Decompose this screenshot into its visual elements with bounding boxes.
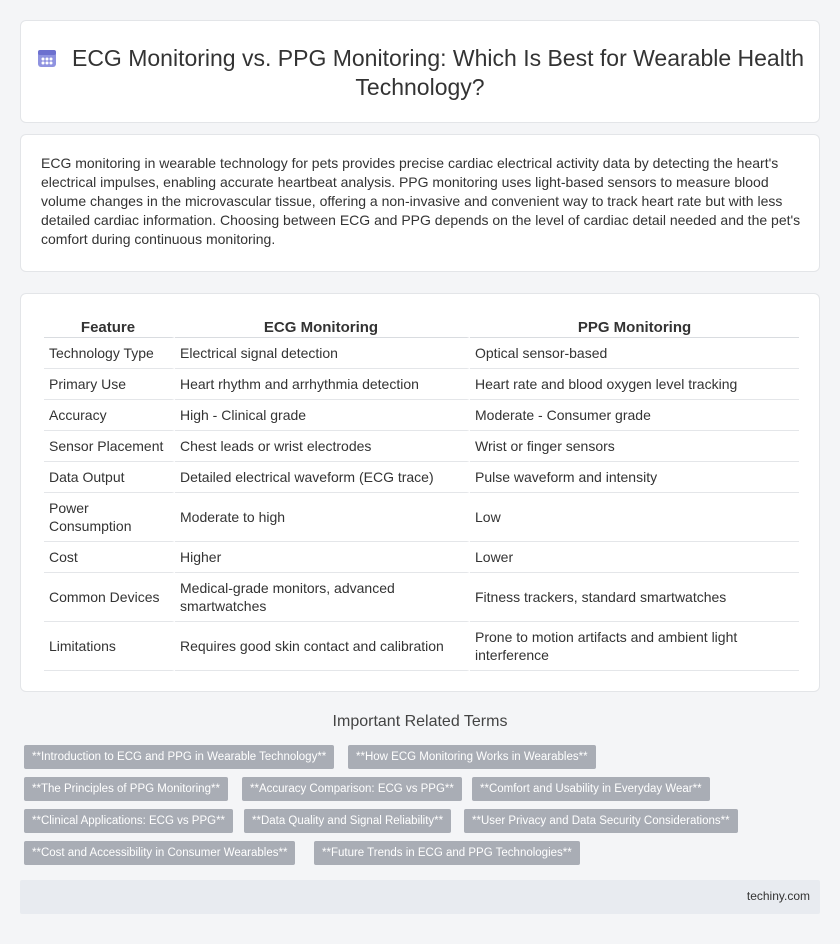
related-term-tag[interactable]: **User Privacy and Data Security Considerations** <box>464 809 738 833</box>
table-row <box>44 338 799 369</box>
ppg-cell: Wrist or finger sensors <box>470 431 799 462</box>
ecg-cell: Chest leads or wrist electrodes <box>175 431 470 462</box>
feature-cell: Common Devices <box>44 573 175 622</box>
feature-cell: Data Output <box>44 462 175 493</box>
feature-cell: Cost <box>44 542 175 573</box>
ecg-cell: Medical-grade monitors, advanced smartwatches <box>175 573 470 622</box>
ecg-cell: Detailed electrical waveform (ECG trace) <box>175 462 470 493</box>
ecg-cell: Requires good skin contact and calibration <box>175 622 470 671</box>
page-title-block <box>21 44 819 102</box>
header-feature: Feature <box>44 316 175 338</box>
ppg-cell: Moderate - Consumer grade <box>470 400 799 431</box>
page-title: ECG Monitoring vs. PPG Monitoring: Which Is Best for Wearable Health Technology? <box>71 45 805 100</box>
ppg-cell: Lower <box>470 542 799 573</box>
related-term-tag[interactable]: **Cost and Accessibility in Consumer Wearables** <box>24 841 295 865</box>
related-term-tag[interactable]: **Data Quality and Signal Reliability** <box>244 809 451 833</box>
related-term-tag[interactable]: **Comfort and Usability in Everyday Wear** <box>472 777 710 801</box>
feature-cell: Power Consumption <box>44 493 175 542</box>
feature-cell: Accuracy <box>44 400 175 431</box>
table-header-row <box>44 316 799 338</box>
ppg-cell: Fitness trackers, standard smartwatches <box>470 573 799 622</box>
title-card <box>20 20 820 123</box>
related-terms-title: Important Related Terms <box>332 713 508 730</box>
feature-cell: Technology Type <box>44 338 175 369</box>
feature-cell: Primary Use <box>44 369 175 400</box>
footer-site-link[interactable]: techiny.com <box>746 889 810 903</box>
related-term-tag[interactable]: **Future Trends in ECG and PPG Technologies** <box>314 841 580 865</box>
comparison-table-card <box>20 293 820 692</box>
table-row <box>44 493 799 542</box>
ecg-cell: Higher <box>175 542 470 573</box>
ecg-cell: Heart rhythm and arrhythmia detection <box>175 369 470 400</box>
related-term-tag[interactable]: **Accuracy Comparison: ECG vs PPG** <box>242 777 462 801</box>
ppg-cell: Prone to motion artifacts and ambient light interference <box>470 622 799 671</box>
footer-bar <box>20 880 820 914</box>
header-ppg: PPG Monitoring <box>470 316 799 338</box>
table-row <box>44 369 799 400</box>
ppg-cell: Optical sensor-based <box>470 338 799 369</box>
related-term-tag[interactable]: **How ECG Monitoring Works in Wearables** <box>348 745 596 769</box>
intro-paragraph: ECG monitoring in wearable technology for pets provides precise cardiac electrical activity data by detecting the heart's electrical impulses, enabling accurate heartbeat analysis. PPG monitoring uses light-based sensors to measure blood volume changes in the microvascular tissue, offering a non-invasive and convenient way to track heart rate but with less detailed cardiac information. Choosing between ECG and PPG depends on the level of cardiac detail needed and the pet's comfort during continuous monitoring. <box>41 155 801 247</box>
feature-cell: Limitations <box>44 622 175 671</box>
related-term-tag[interactable]: **Introduction to ECG and PPG in Wearable Technology** <box>24 745 334 769</box>
header-ecg: ECG Monitoring <box>175 316 470 338</box>
table-row <box>44 400 799 431</box>
calendar-grid-icon <box>36 47 58 69</box>
table-row <box>44 573 799 622</box>
intro-card <box>20 134 820 272</box>
ecg-cell: High - Clinical grade <box>175 400 470 431</box>
table-row <box>44 542 799 573</box>
related-term-tag[interactable]: **Clinical Applications: ECG vs PPG** <box>24 809 233 833</box>
table-row <box>44 622 799 671</box>
ppg-cell: Pulse waveform and intensity <box>470 462 799 493</box>
ppg-cell: Low <box>470 493 799 542</box>
comparison-table <box>44 316 799 671</box>
feature-cell: Sensor Placement <box>44 431 175 462</box>
related-term-tag[interactable]: **The Principles of PPG Monitoring** <box>24 777 228 801</box>
table-row <box>44 462 799 493</box>
ecg-cell: Moderate to high <box>175 493 470 542</box>
ecg-cell: Electrical signal detection <box>175 338 470 369</box>
ppg-cell: Heart rate and blood oxygen level tracking <box>470 369 799 400</box>
table-row <box>44 431 799 462</box>
